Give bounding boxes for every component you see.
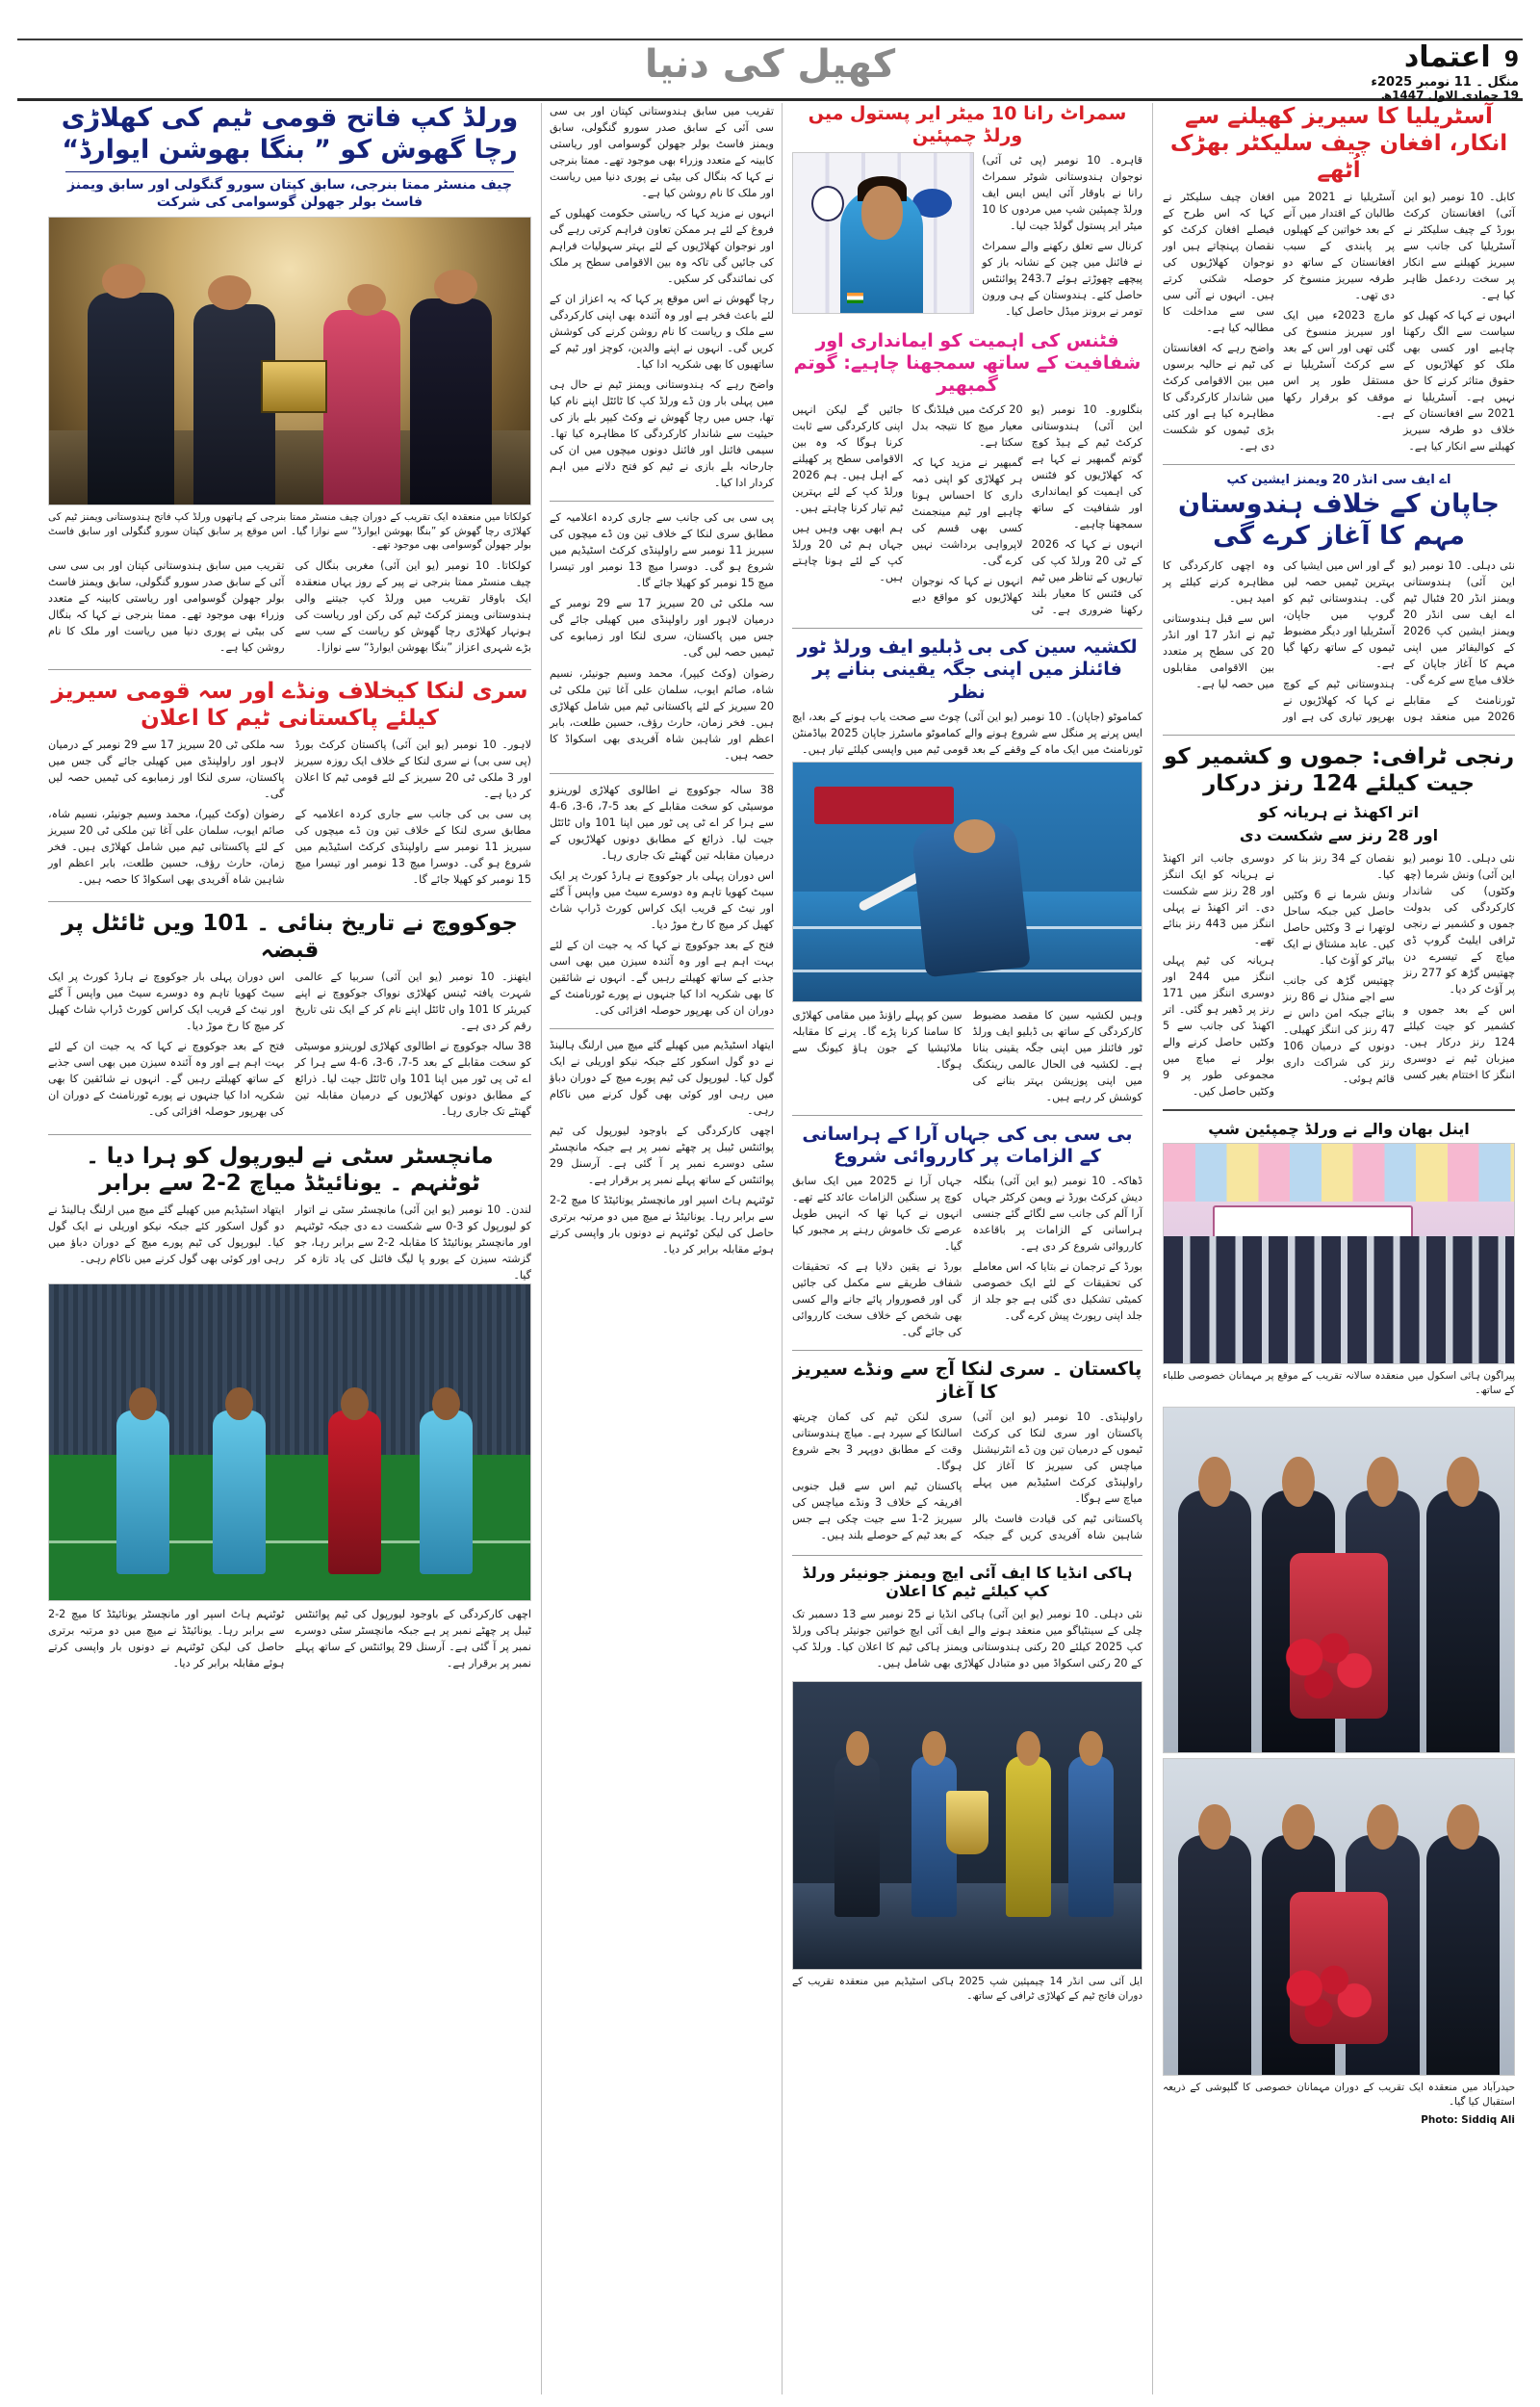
badminton-photo bbox=[792, 762, 1142, 1002]
divider bbox=[550, 773, 774, 774]
paragraph: نئی دہلی۔ 10 نومبر (یو این آئی) ہاکی انڈیا نے 25 نومبر سے 13 دسمبر تک چلی کے سینٹیاگو میں منعقد ہونے والے ایف آئی ایچ خواتین جونیئر ہاکی ورلڈ کپ 2025 کیلئے 20 رکنی ہندوستانی ویمنز ہاکی ٹیم کا اعلان کیا۔ ورلڈ کپ کے 20 رکنی اسکواڈ میں دو متبادل کھلاڑی بھی شامل ہیں۔ bbox=[792, 1607, 1142, 1669]
article-pak-squad-continued bbox=[550, 509, 774, 763]
photo-block-group bbox=[1163, 1407, 1515, 2125]
paragraph: انہوں نے کہا کہ نوجوان کھلاڑیوں کو مواقع دیے جائیں گے لیکن انہیں اپنی کارکردگی سے ثابت کرنا ہوگا کہ وہ بین الاقوامی سطح پر کھیلنے کے اہل ہیں۔ ہم 2026 ورلڈ کپ کے لئے بہترین ٹیم تیار کرنا چاہتے ہیں۔ bbox=[792, 403, 1023, 605]
paragraph: لاہور۔ 10 نومبر (یو این آئی) پاکستان کرکٹ بورڈ (پی سی بی) نے سری لنکا کے خلاف ایک روزہ سیریز اور 3 ملکی ٹی 20 سیریز کے لئے قومی ٹیم کا اعلان کر دیا ہے۔ bbox=[295, 738, 531, 801]
masthead-rule bbox=[17, 39, 1523, 40]
divider bbox=[1163, 1109, 1515, 1111]
paragraph: مارچ 2023ء میں ایک اور سیریز منسوخ کی گئی تھی اور اس کے بعد سے کرکٹ آسٹریلیا نے مستقل طور پر اس موقف کو برقرار رکھا ہے۔ bbox=[1283, 309, 1395, 421]
school-event-photo bbox=[1163, 1143, 1515, 1364]
paragraph: لندن۔ 10 نومبر (یو این آئی) مانچسٹر سٹی نے اتوار کو لیورپول کو 3-0 سے شکست دے دی جبکہ ٹوٹنہم اور مانچسٹر یونائیٹڈ کا مقابلہ 2-2 سے برابر رہا، جو گزشتہ سیزن کے یورو پا لیگ فائنل کی یاد تازہ کر گیا۔ bbox=[295, 1203, 532, 1281]
divider bbox=[792, 1115, 1142, 1116]
paragraph: انہوں نے کہا کہ 2026 کے ٹی 20 ورلڈ کپ کی تیاریوں کے تناظر میں ٹیم کی فٹنس کا معیار بلند رکھنا ضروری ہے۔ ٹی 20 کرکٹ میں فیلڈنگ کا معیار میچ کا نتیجہ بدل سکتا ہے۔ bbox=[911, 403, 1143, 617]
photo-credit: Photo: Siddiq Ali bbox=[1421, 2113, 1515, 2126]
paragraph: چھتیس گڑھ کی جانب سے اجے منڈل نے 86 رنز بنائے جبکہ امن داس نے 47 رنز کی اننگز کھیلی۔ دونوں کے درمیان 106 رنز کی شراکت داری قائم ہوئی۔ bbox=[1283, 973, 1395, 1085]
paragraph: نئی دہلی۔ 10 نومبر (یو این آئی) ہندوستانی ویمنز انڈر 20 فٹبال ٹیم اے ایف سی انڈر 20 ویمنز ایشین کپ 2026 کے کوالیفائر میں اپنی مہم کا آغاز جاپان کے خلاف میاچ سے کرے گی۔ bbox=[1403, 559, 1515, 687]
headline: جاپان کے خلاف ہندوستان مہم کا آغاز کرے گی bbox=[1178, 489, 1500, 552]
column-right bbox=[1152, 103, 1523, 2394]
headline: مانچسٹر سٹی نے لیورپول کو ہرا دیا ۔ ٹوٹنہم ۔ یونائیٹڈ میاچ 2-2 سے برابر bbox=[86, 1143, 494, 1196]
paragraph: بنگلورو۔ 10 نومبر (یو این آئی) ہندوستانی کرکٹ ٹیم کے ہیڈ کوچ گوتم گمبھیر نے کہا ہے کہ کھلاڑیوں کو فٹنس کی اہمیت کو ایمانداری اور شفافیت کے ساتھ سمجھنا چاہیے۔ bbox=[1031, 403, 1142, 531]
samrat-rana-photo bbox=[792, 152, 974, 314]
kicker: اے ایف سی انڈر 20 ویمنز ایشین کپ bbox=[1226, 473, 1451, 488]
paragraph: کماموٹو (جاپان)۔ 10 نومبر (یو این آئی) چوٹ سے صحت یاب ہونے کے بعد، ایچ ایس پرنے پر منگل سے شروع ہونے والے کماموٹو ماسٹرز جاپان 2025 بیاڈمنٹن ٹورنامنٹ میں ایک ماہ کے وقفے کے بعد قومی ٹیم میں واپسی کیلئے تیار ہیں۔ bbox=[792, 710, 1142, 756]
paragraph: ایتھاد اسٹیڈیم میں کھیلے گئے میچ میں ارلنگ ہالینڈ نے دو گول اسکور کئے جبکہ نیکو اوریلی نے ایک گول کیا۔ لیورپول کی ٹیم پورے میچ کے دوران دباؤ میں رہی اور کوئی بھی گول کرنے میں ناکام رہی۔ bbox=[48, 1203, 285, 1265]
paragraph: کابل۔ 10 نومبر (یو این آئی) افغانستان کرکٹ بورڈ کے چیف سلیکٹر نے آسٹریلیا کی جانب سے سیریز کھیلنے سے انکار پر سخت ردعمل ظاہر کیا ہے۔ bbox=[1403, 191, 1515, 302]
paragraph: رضوان (وکٹ کیپر)، محمد وسیم جونیئر، نسیم شاہ، صائم ایوب، سلمان علی آغا تین ملکی ٹی 20 سیریز کے لئے پاکستانی ٹیم میں شامل کھلاڑی ہیں۔ فخر زمان، حارث رؤف، حسین طلعت، بابر اعظم اور شاہین شاہ آفریدی بھی اسکواڈ کا حصہ ہیں۔ bbox=[550, 666, 774, 762]
paragraph: اس دوران پہلی بار جوکووچ نے ہارڈ کورٹ پر ایک سیٹ کھویا تاہم وہ دوسرے سیٹ میں واپس آ گئے اور نیٹ کے قریب ایک کراس کورٹ ڈراپ شاٹ کھیل کر میچ کا رخ موڑ دیا۔ bbox=[550, 868, 774, 931]
headline: فٹنس کی اہمیت کو ایمانداری اور شفافیت کے ساتھ سمجھنا چاہیے: گوتم گمبھیر bbox=[793, 329, 1142, 396]
paragraph: پاکستانی ٹیم کی قیادت فاسٹ بالر شاہین شاہ آفریدی کریں گے جبکہ سری لنکن ٹیم کی کمان چریتھ اسالنکا کے سپرد ہے۔ میاچ ہندوستانی وقت کے مطابق دوپہر 3 بجے شروع ہوگا۔ bbox=[792, 1410, 1142, 1541]
article-bcb-jahanara bbox=[792, 1124, 1142, 1341]
paragraph: بورڈ نے یقین دلایا ہے کہ تحقیقات شفاف طریقے سے مکمل کی جائیں گی اور قصوروار پائے جانے والے کسی بھی شخص کے خلاف سخت کارروائی کی جائے گی۔ bbox=[792, 1260, 962, 1339]
paragraph: اس کے بعد جموں و کشمیر کو جیت کیلئے 124 رنز درکار ہیں۔ میزبان ٹیم نے دوسری اننگز کا اختتام بغیر کسی نقصان کے 34 رنز بنا کر کیا۔ bbox=[1283, 851, 1515, 1081]
date-hijri: 19 جمادی الاول 1447ھ bbox=[1380, 89, 1519, 103]
paragraph: ایتھنز۔ 10 نومبر (یو این آئی) سربیا کے عالمی شہرت یافتہ ٹینس کھلاڑی نوواک جوکووچ نے اپنے کیریئر کا 101 واں ٹائٹل اپنے نام کر کے ایک نئی تاریخ رقم کر دی ہے۔ bbox=[295, 971, 531, 1033]
headline: ہاکی انڈیا کا ایف آئی ایچ ویمنز جونیئر ورلڈ کپ کیلئے ٹیم کا اعلان bbox=[802, 1563, 1133, 1601]
headline: آسٹریلیا کا سیریز کھیلنے سے انکار، افغان چیف سلیکٹر بھڑک اُٹھے bbox=[1169, 104, 1508, 184]
paragraph: وہیں لکشیہ سین کا مقصد مضبوط کارکردگی کے ساتھ بی ڈبلیو ایف ورلڈ ٹور فائنلز میں اپنی جگہ یقینی بنانا ہے۔ لکشیہ فی الحال عالمی رینکنگ میں اپنی پوزیشن بہتر بنانے کی کوشش کر رہے ہیں۔ bbox=[972, 1008, 1142, 1103]
article-man-city bbox=[48, 1143, 531, 1675]
photo-caption: حیدرآباد میں منعقدہ ایک تقریب کے دوران مہمانان خصوصی کا گلپوشی کے ذریعہ استقبال کیا گیا۔ bbox=[1163, 2082, 1515, 2108]
column-left bbox=[46, 103, 541, 2394]
paragraph: افغان چیف سلیکٹر نے کہا کہ اس طرح کے فیصلے افغان کرکٹ کو نقصان پہنچاتے ہیں اور نوجوان کھلاڑیوں کی حوصلہ شکنی کرتے ہیں۔ انہوں نے آئی سی سی سے مداخلت کا مطالبہ کیا ہے۔ bbox=[1163, 191, 1274, 335]
paragraph: گمبھیر نے مزید کہا کہ ہر کھلاڑی کو اپنی ذمہ داری کا احساس ہونا چاہیے اور ٹیم مینجمنٹ کسی بھی قسم کی لاپرواہی برداشت نہیں کرے گی۔ bbox=[911, 456, 1023, 568]
article-body bbox=[792, 401, 1142, 618]
headline: لکشیہ سین کی بی ڈبلیو ایف ورلڈ ٹور فائنلز میں اپنی جگہ یقینی بنانے پر نظر bbox=[797, 636, 1138, 703]
paragraph: پاکستان ٹیم اس سے قبل جنوبی افریقہ کے خلاف 3 ونڈے میاچس کی سیریز 2-1 سے جیت چکی ہے جس کے بعد ٹیم کے حوصلے بلند ہیں۔ bbox=[792, 1479, 962, 1541]
subheadline: چیف منسٹر ممتا بنرجی، سابق کپتان سورو گنگولی اور سابق ویمنز فاسٹ بولر جھولن گوسوامی کی شرکت bbox=[65, 171, 514, 211]
trophy-photo bbox=[792, 1681, 1142, 1970]
article-djokovic-continued bbox=[550, 782, 774, 1019]
group-photo-1 bbox=[1163, 1407, 1515, 1753]
article-body bbox=[550, 1037, 774, 1257]
paragraph: ونش شرما نے 6 وکٹیں حاصل کیں جبکہ ساحل لوتھرا نے 3 وکٹیں حاصل کیں۔ عابد مشتاق نے ایک بیاٹر کو آؤٹ کیا۔ bbox=[1283, 888, 1395, 967]
article-body bbox=[792, 1173, 1142, 1340]
column-grid bbox=[17, 103, 1523, 2394]
divider bbox=[550, 1028, 774, 1029]
headline: پاکستان ۔ سری لنکا آج سے ونڈے سیریز کا آغاز bbox=[792, 1359, 1142, 1403]
paragraph: ٹورنامنٹ کے مقابلے 2026 میں منعقد ہوں گے اور اس میں ایشیا کی بہترین ٹیمیں حصہ لیں گی۔ ہندوستانی ٹیم کو گروپ میں جاپان، آسٹریلیا اور دیگر مضبوط ٹیموں کے ساتھ رکھا گیا ہے۔ bbox=[1283, 559, 1515, 724]
paragraph: بورڈ کے ترجمان نے بتایا کہ اس معاملے کی تحقیقات کے لئے ایک خصوصی کمیٹی تشکیل دی گئی ہے جو جلد از جلد اپنی رپورٹ پیش کرے گی۔ bbox=[972, 1260, 1142, 1323]
article-hockey-india bbox=[792, 1564, 1142, 1671]
paragraph: نئی دہلی۔ 10 نومبر (یو این آئی) ونش شرما (چھ وکٹوں) کی شاندار کارکردگی کی بدولت جموں و کشمیر نے رنجی ٹرافی ایلیٹ گروپ ڈی میاچ کے تیسرے دن چھتیس گڑھ کو 277 رنز پر آؤٹ کر دیا۔ bbox=[1403, 851, 1516, 996]
article-body bbox=[550, 782, 774, 1019]
divider bbox=[1163, 464, 1515, 465]
photo-caption: کولکاتا میں منعقدہ ایک تقریب کے دوران چیف منسٹر ممتا بنرجی کے ہاتھوں ورلڈ کپ فاتح ہندوستانی ویمنز ٹیم کی کھلاڑی رچا گھوش کو ”بنگا بھوشن ایوارڈ“ سے نوازا گیا۔ اس موقع پر سابق کپتان سورو گنگولی اور سابق فاسٹ بولر جھولن گوسوامی بھی موجود تھے۔ bbox=[48, 511, 531, 552]
article-samrat-rana bbox=[792, 103, 1142, 321]
article-body bbox=[792, 1409, 1142, 1545]
paragraph: اس دوران پہلی بار جوکووچ نے ہارڈ کورٹ پر ایک سیٹ کھویا تاہم وہ دوسرے سیٹ میں واپس آ گئے اور نیٹ کے قریب ایک کراس کورٹ ڈراپ شاٹ کھیل کر میچ کا رخ موڑ دیا۔ bbox=[48, 971, 285, 1033]
headline: اینل بھان والے نے ورلڈ چمپئین شپ bbox=[1208, 1119, 1470, 1138]
headline: سری لنکا کیخلاف ونڈے اور سہ قومی سیریز کیلئے پاکستانی ٹیم کا اعلان bbox=[51, 679, 528, 732]
paragraph: فتح کے بعد جوکووچ نے کہا کہ یہ جیت ان کے لئے بہت اہم ہے اور وہ آئندہ سیزن میں بھی اسی جذبے کے ساتھ کھیلتے رہیں گے۔ انہوں نے شائقین کا بھی شکریہ ادا کیا جنہوں نے پورے ٹورنامنٹ کے دوران ان کی بھرپور حوصلہ افزائی کی۔ bbox=[48, 1040, 285, 1119]
headline: جوکووچ نے تاریخ بنائی ۔ 101 ویں ٹائٹل پر قبضہ bbox=[61, 911, 519, 964]
paragraph: پی سی بی کی جانب سے جاری کردہ اعلامیہ کے مطابق سری لنکا کے خلاف تین ون ڈے میچوں کی سیریز 11 نومبر سے راولپنڈی کرکٹ اسٹیڈیم میں شروع ہو گی۔ دوسرا میچ 13 نومبر اور تیسرا میچ 15 نومبر کو کھیلا جائے گا۔ bbox=[295, 808, 531, 887]
article-body bbox=[792, 1606, 1142, 1671]
masthead bbox=[17, 13, 1523, 101]
paragraph: رضوان (وکٹ کیپر)، محمد وسیم جونیئر، نسیم شاہ، صائم ایوب، سلمان علی آغا تین ملکی ٹی 20 سیریز کے لئے پاکستانی ٹیم میں شامل کھلاڑی ہیں۔ فخر زمان، حارث رؤف، حسین طلعت، بابر اعظم اور شاہین شاہ آفریدی بھی اسکواڈ کا حصہ ہیں۔ bbox=[48, 808, 285, 887]
paragraph: کرنال سے تعلق رکھنے والے سمراٹ نے فائنل میں چین کے نشانہ باز کو پیچھے چھوڑتے ہوئے 243.7 پوائنٹس حاصل کئے۔ ہندوستان کے ہی ورون تومر نے برونز میڈل حاصل کیا۔ bbox=[982, 240, 1142, 319]
article-body bbox=[1163, 850, 1515, 1100]
article-body bbox=[48, 737, 531, 892]
paragraph: انہوں نے مزید کہا کہ ریاستی حکومت کھیلوں کے فروغ کے لئے ہر ممکن تعاون فراہم کرتی رہے گی اور نوجوان کھلاڑیوں کے لئے بہتر سہولیات فراہم کی جائیں گی تاکہ وہ بین الاقوامی سطح پر ملک کی نمائندگی کر سکیں۔ bbox=[550, 207, 774, 286]
article-australia-afghan bbox=[1163, 103, 1515, 454]
headline: بی سی بی کی جہاں آرا کے ہراسانی کے الزامات پر کارروائی شروع bbox=[802, 1123, 1133, 1168]
article-lakshya-sen bbox=[792, 636, 1142, 1105]
article-body-intro bbox=[48, 1202, 531, 1283]
subheadline-line2: اور 28 رنز سے شکست دی bbox=[1239, 826, 1439, 845]
paragraph: سہ ملکی ٹی 20 سیریز 17 سے 29 نومبر کے درمیان لاہور اور راولپنڈی میں کھیلی جائے گی جس میں پاکستان، سری لنکا اور زمبابوے کی ٹیمیں حصہ لیں گی۔ bbox=[48, 738, 285, 801]
page-number: 9 bbox=[1503, 48, 1519, 72]
paragraph: واضح رہے کہ افغانستان کی ٹیم نے حالیہ برسوں میں بین الاقوامی کرکٹ میں شاندار کارکردگی کا مظاہرہ کیا ہے اور کئی بڑی ٹیموں کو شکست دی ہے۔ bbox=[1163, 342, 1274, 453]
subheadline-line1: اتر اکھنڈ نے ہریانہ کو bbox=[1258, 802, 1420, 821]
paragraph: واضح رہے کہ ہندوستانی ویمنز ٹیم نے حال ہی میں پہلی بار ون ڈے ورلڈ کپ کا ٹائٹل اپنے نام کیا تھا، جس میں رچا گھوش نے وکٹ کیپر بلے باز کی حیثیت سے شاندار کارکردگی کا مظاہرہ کیا تھا۔ سیمی فائنل اور فائنل دونوں میچوں میں ان کی جارحانہ بلے بازی نے ٹیم کو فتح دلانے میں اہم کردار ادا کیا۔ bbox=[550, 378, 774, 490]
paragraph: اچھی کارکردگی کے باوجود لیورپول کی ٹیم پوائنٹس ٹیبل پر چھٹے نمبر پر ہے جبکہ مانچسٹر سٹی دوسرے نمبر پر آ گئی ہے۔ آرسنل 29 پوائنٹس کے ساتھ پہلے نمبر پر برقرار ہے۔ bbox=[550, 1124, 774, 1186]
article-richa-ghosh bbox=[48, 103, 531, 660]
paragraph: اس سے قبل ہندوستانی ٹیم نے انڈر 17 اور انڈر 20 کی سطح پر متعدد بین الاقوامی مقابلوں میں حصہ لیا ہے۔ bbox=[1163, 612, 1274, 691]
paragraph: رچا گھوش نے اس موقع پر کہا کہ یہ اعزاز ان کے لئے باعث فخر ہے اور وہ آئندہ بھی اپنی کارکردگی سے ملک و ریاست کا نام روشن کرنے کی کوشش کریں گی۔ انہوں نے اپنے والدین، کوچز اور ٹیم کے ساتھیوں کا بھی شکریہ ادا کیا۔ bbox=[550, 293, 774, 372]
divider bbox=[792, 1555, 1142, 1556]
article-body bbox=[550, 103, 774, 491]
divider bbox=[792, 628, 1142, 629]
paragraph: ٹوٹنہم ہاٹ اسپر اور مانچسٹر یونائیٹڈ کا میچ 2-2 سے برابر رہا۔ یونائیٹڈ نے میچ میں دو مرتبہ برتری حاصل کی لیکن ٹوٹنہم نے دونوں بار واپسی کرتے ہوئے مقابلہ برابر کر دیا۔ bbox=[48, 1607, 285, 1669]
article-body bbox=[792, 1007, 1142, 1105]
divider bbox=[48, 1134, 531, 1135]
paragraph: 38 سالہ جوکووچ نے اطالوی کھلاڑی لورینزو موسیٹی کو سخت مقابلے کے بعد 5-7، 6-3، 6-4 سے ہرا کر اے ٹی پی ٹور میں اپنا 101 واں ٹائٹل جیت لیا۔ ذرائع کے مطابق دونوں کھلاڑیوں کے درمیان مقابلہ تین گھنٹے تک جاری رہا۔ bbox=[550, 783, 775, 862]
divider bbox=[48, 669, 531, 670]
article-body-intro bbox=[792, 709, 1142, 758]
paragraph: جہاں آرا نے 2025 میں ایک سابق کوچ پر سنگین الزامات عائد کئے تھے۔ انہوں نے کہا تھا کہ انہیں طویل عرصے تک خاموش رہنے پر مجبور کیا گیا۔ bbox=[792, 1175, 962, 1254]
headline: ورلڈ کپ فاتح قومی ٹیم کی کھلاڑی رچا گھوش کو ” بنگا بھوشن ایوارڈ“ bbox=[61, 103, 519, 165]
paragraph: قاہرہ۔ 10 نومبر (پی ٹی آئی) نوجوان ہندوستانی شوٹر سمراٹ رانا نے باوقار آئی ایس ایس ایف ورلڈ چمپئین شپ میں مردوں کا 10 میٹر ایر پستول گولڈ جیت لیا۔ bbox=[982, 154, 1143, 233]
article-body bbox=[550, 509, 774, 763]
headline: رنجی ٹرافی: جموں و کشمیر کو جیت کیلئے 124 رنز درکار bbox=[1163, 744, 1515, 797]
article-gambhir bbox=[792, 330, 1142, 619]
paragraph: ڈھاکہ۔ 10 نومبر (یو این آئی) بنگلہ دیش کرکٹ بورڈ نے ویمن کرکٹر جہاں آرا آلم کی جانب سے لگائے گئے جنسی ہراسانی کے الزامات پر باقاعدہ کارروائی شروع کر دی ہے۔ bbox=[972, 1175, 1142, 1254]
divider bbox=[792, 1350, 1142, 1351]
column-middle bbox=[782, 103, 1152, 2394]
headline: سمراٹ رانا 10 میٹر ایر پستول میں ورلڈ چمپئین bbox=[808, 103, 1127, 147]
article-body bbox=[48, 969, 531, 1124]
paragraph: آسٹریلیا نے 2021 میں طالبان کے اقتدار میں آنے کے بعد خواتین کے کھیلوں پر پابندی کے سبب افغانستان کے ساتھ دو طرفہ سیریز منسوخ کر دی تھی۔ bbox=[1283, 191, 1395, 302]
article-body bbox=[48, 557, 531, 660]
brand-name: اعتماد bbox=[1403, 40, 1491, 74]
paragraph: فتح کے بعد جوکووچ نے کہا کہ یہ جیت ان کے لئے بہت اہم ہے اور وہ آئندہ سیزن میں بھی اسی جذبے کے ساتھ کھیلتے رہیں گے۔ انہوں نے شائقین کا بھی شکریہ ادا کیا جنہوں نے پورے ٹورنامنٹ کے دوران ان کی بھرپور حوصلہ افزائی کی۔ bbox=[550, 938, 774, 1017]
article-afc-u20 bbox=[1163, 473, 1515, 725]
section-title: کھیل کی دنیا bbox=[644, 42, 896, 87]
article-ranji-trophy bbox=[1163, 743, 1515, 1099]
paragraph: ہندوستانی ٹیم کے کوچ نے کہا کہ کھلاڑیوں نے بھرپور تیاری کی ہے اور وہ اچھی کارکردگی کا مظاہرہ کرنے کیلئے پر امید ہیں۔ bbox=[1163, 559, 1395, 724]
article-man-city-continued bbox=[550, 1037, 774, 1257]
article-djokovic bbox=[48, 910, 531, 1124]
paragraph: دوسری جانب اتر اکھنڈ نے ہریانہ کو ایک اننگز اور 28 رنز سے شکست دی۔ اتر اکھنڈ نے پہلی اننگز میں 443 رنز بنائے تھے۔ bbox=[1163, 851, 1274, 946]
article-body bbox=[1163, 189, 1515, 454]
photo-block-trophy bbox=[792, 1681, 1142, 2003]
photo-caption: پیراگون ہائی اسکول میں منعقدہ سالانہ تقریب کے موقع پر مہمانان خصوصی طلباء کے ساتھ۔ bbox=[1163, 1370, 1515, 1396]
article-pak-squad bbox=[48, 678, 531, 892]
paragraph: سہ ملکی ٹی 20 سیریز 17 سے 29 نومبر کے درمیان لاہور اور راولپنڈی میں کھیلی جائے گی جس میں پاکستان، سری لنکا اور زمبابوے کی ٹیمیں حصہ لیں گی۔ bbox=[550, 597, 774, 660]
group-photo-2 bbox=[1163, 1758, 1515, 2076]
paragraph: تقریب میں سابق ہندوستانی کپتان اور بی سی سی آئی کے سابق صدر سورو گنگولی، سابق ویمنز فاسٹ بولر جھولن گوسوامی اور ریاستی کابینہ کے متعدد وزراء بھی موجود تھے۔ ممتا بنرجی نے کہا کہ بنگال کی بیٹی نے پوری دنیا میں ریاست اور ملک کا نام روشن کیا ہے۔ bbox=[550, 105, 774, 200]
paragraph: سین کو پہلے راؤنڈ میں مقامی کھلاڑی کا سامنا کرنا پڑے گا۔ پرنے کا مقابلہ ملائیشیا کے جون ہاؤ کیونگ سے ہوگا۔ bbox=[792, 1008, 962, 1071]
paragraph: ایتھاد اسٹیڈیم میں کھیلے گئے میچ میں ارلنگ ہالینڈ نے دو گول اسکور کئے جبکہ نیکو اوریلی نے ایک گول کیا۔ لیورپول کی ٹیم پورے میچ کے دوران دباؤ میں رہی اور کوئی بھی گول کرنے میں ناکام رہی۔ bbox=[550, 1038, 774, 1117]
paragraph: انہوں نے کہا کہ کھیل کو سیاست سے الگ رکھنا چاہیے اور کسی بھی ملک کو کھلاڑیوں کے حقوق متاثر کرنے کا حق نہیں ہے۔ آسٹریلیا نے 2021 سے افغانستان کے خلاف دو طرفہ سیریز کھیلنے سے انکار کیا ہے۔ bbox=[1403, 309, 1515, 453]
article-body bbox=[1163, 557, 1515, 725]
paragraph: پی سی بی کی جانب سے جاری کردہ اعلامیہ کے مطابق سری لنکا کے خلاف تین ون ڈے میچوں کی سیریز 11 نومبر سے راولپنڈی کرکٹ اسٹیڈیم میں شروع ہو گی۔ دوسرا میچ 13 نومبر اور تیسرا میچ 15 نومبر کو کھیلا جائے گا۔ bbox=[550, 511, 775, 590]
paragraph: 38 سالہ جوکووچ نے اطالوی کھلاڑی لورینزو موسیٹی کو سخت مقابلے کے بعد 5-7، 6-3، 6-4 سے ہرا کر اے ٹی پی ٹور میں اپنا 101 واں ٹائٹل جیت لیا۔ ذرائع کے مطابق دونوں کھلاڑیوں کے درمیان مقابلہ تین گھنٹے تک جاری رہا۔ bbox=[295, 1040, 532, 1119]
photo-block-school bbox=[1163, 1120, 1515, 1398]
article-pak-sl-odi bbox=[792, 1359, 1142, 1544]
column-middle-narrow bbox=[541, 103, 782, 2394]
paragraph: ٹوٹنہم ہاٹ اسپر اور مانچسٹر یونائیٹڈ کا میچ 2-2 سے برابر رہا۔ یونائیٹڈ نے میچ میں دو مرتبہ برتری حاصل کی لیکن ٹوٹنہم نے دونوں بار واپسی کرتے ہوئے مقابلہ برابر کر دیا۔ bbox=[550, 1193, 774, 1255]
paragraph: کولکاتا۔ 10 نومبر (یو این آئی) مغربی بنگال کی چیف منسٹر ممتا بنرجی نے پیر کے روز یہاں منعقدہ ایک باوقار تقریب میں ورلڈ کپ جیتنے والی ہندوستانی ویمنز کرکٹ ٹیم کی رکن اور ریاست کی ہونہار کھلاڑی رچا گھوش کو ریاست کے سب سے بڑے شہری اعزاز ”بنگا بھوشن ایوارڈ“ سے نوازا۔ bbox=[295, 558, 531, 655]
paragraph: تقریب میں سابق ہندوستانی کپتان اور بی سی سی آئی کے سابق صدر سورو گنگولی، سابق ویمنز فاسٹ بولر جھولن گوسوامی اور ریاستی کابینہ کے متعدد وزراء بھی موجود تھے۔ ممتا بنرجی نے کہا کہ بنگال کی بیٹی نے پوری دنیا میں ریاست اور ملک کا نام روشن کیا ہے۔ bbox=[48, 558, 285, 655]
paragraph: ہریانہ کی ٹیم پہلی اننگز میں 244 اور دوسری اننگز میں 171 رنز پر ڈھیر ہو گئی۔ اتر اکھنڈ کی جانب سے 5 وکٹیں حاصل کرنے والے بولر نے میاچ میں مجموعی طور پر 9 وکٹیں حاصل کیں۔ bbox=[1163, 953, 1274, 1098]
award-ceremony-photo bbox=[48, 217, 531, 505]
paragraph: ہم ابھی بھی وہیں ہیں جہاں ہم ٹی 20 ورلڈ کپ کے لئے ہونا چاہتے ہیں۔ bbox=[792, 522, 904, 584]
photo-caption: ایل آئی سی انڈر 14 چیمپئین شپ 2025 ہاکی اسٹیڈیم میں منعقدہ تقریب کے دوران فاتح ٹیم کے کھلاڑی ٹرافی کے ساتھ۔ bbox=[792, 1975, 1142, 2002]
paragraph: اچھی کارکردگی کے باوجود لیورپول کی ٹیم پوائنٹس ٹیبل پر چھٹے نمبر پر ہے جبکہ مانچسٹر سٹی دوسرے نمبر پر آ گئی ہے۔ آرسنل 29 پوائنٹس کے ساتھ پہلے نمبر پر برقرار ہے۔ bbox=[295, 1607, 531, 1669]
paragraph: راولپنڈی۔ 10 نومبر (یو این آئی) پاکستان اور سری لنکا کی کرکٹ ٹیموں کے درمیان تین ون ڈے انٹرنیشنل میاچس کی سیریز کا آغاز کل راولپنڈی کرکٹ اسٹیڈیم میں پہلے میاچ سے ہوگا۔ bbox=[972, 1410, 1142, 1505]
article-richa-ghosh-continued bbox=[550, 103, 774, 491]
date-gregorian: منگل ۔ 11 نومبر 2025ء bbox=[1371, 74, 1519, 90]
football-match-photo bbox=[48, 1283, 531, 1601]
article-body bbox=[48, 1606, 531, 1675]
divider bbox=[550, 501, 774, 502]
divider bbox=[48, 901, 531, 902]
divider bbox=[1163, 735, 1515, 736]
